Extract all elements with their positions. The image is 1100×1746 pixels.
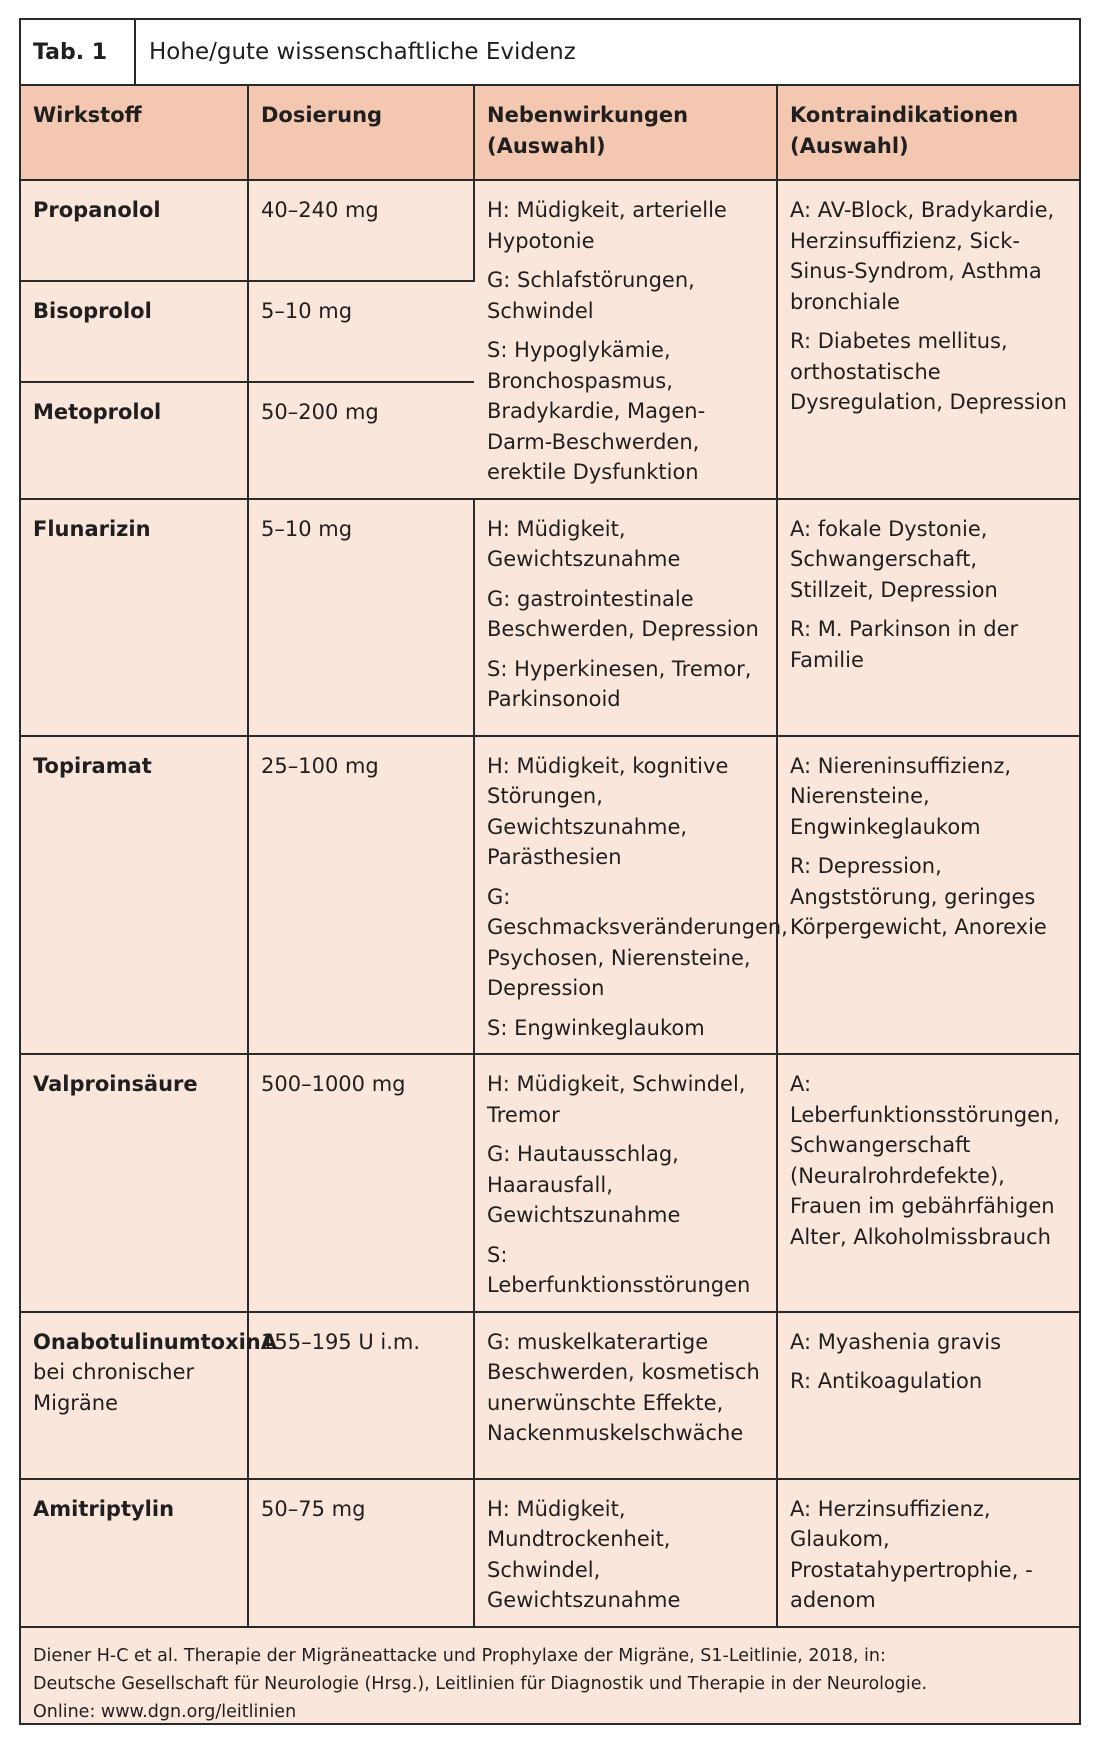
drug-name: Flunarizin [21, 499, 248, 736]
contraindication-entry: R: M. Parkinson in der Familie [790, 617, 1019, 672]
source-footnote [21, 1628, 1079, 1726]
footnote-line: Deutsche Gesellschaft für Neurologie (Hrsg.), Leitlinien für Diagnostik und Therapie in der Neurologie. [33, 1673, 928, 1694]
column-header-kontraindikationen: Kontraindikationen (Auswahl) [777, 86, 1079, 180]
drug-name: Topiramat [21, 736, 248, 1055]
side-effects-cell [474, 180, 777, 499]
drug-name [21, 1312, 278, 1479]
side-effect-entry: G: Schlafstörungen, Schwindel [487, 268, 695, 323]
contraindications-cell [777, 1479, 1079, 1627]
side-effect-entry: G: Hautausschlag, Haarausfall, Gewichtszunahme [487, 1142, 681, 1227]
drug-dose: 50–200 mg [248, 382, 474, 498]
side-effect-entry: H: Müdigkeit, kognitive Störungen, Gewichtszunahme, Parästhesien [487, 753, 729, 869]
side-effect-entry: H: Müdigkeit, Schwindel, Tremor [487, 1072, 746, 1127]
table-row [21, 1054, 1079, 1312]
contraindication-entry: R: Diabetes mellitus, orthostatische Dysregulation, Depression [790, 329, 1067, 414]
column-header-wirkstoff: Wirkstoff [21, 86, 248, 180]
contraindications-cell [777, 736, 1079, 1055]
drug-dose: 155–195 U i.m. [248, 1312, 474, 1479]
drug-name: Valproinsäure [21, 1054, 248, 1312]
drug-name: Bisoprolol [21, 281, 248, 382]
side-effects-cell [474, 499, 777, 736]
contraindication-entry: R: Antikoagulation [790, 1369, 983, 1393]
side-effects-cell [474, 1054, 777, 1312]
drug-dose: 40–240 mg [248, 180, 474, 281]
side-effect-entry: S: Engwinkeglaukom [487, 1015, 705, 1040]
evidence-table-card [19, 18, 1081, 1725]
side-effect-entry: H: Müdigkeit, Mundtrockenheit, Schwindel, Gewichtszunahme [487, 1496, 681, 1612]
table-title: Hohe/gute wissenschaftliche Evidenz [149, 39, 576, 65]
side-effect-entry: S: Hyperkinesen, Tremor, Parkinsonoid [487, 656, 752, 711]
contraindications-cell [777, 499, 1079, 736]
drug-dose: 25–100 mg [248, 736, 474, 1055]
side-effects-cell [474, 1479, 777, 1627]
drug-indication-note: bei chronischer Migräne [33, 1360, 195, 1415]
column-header-nebenwirkungen: Nebenwirkungen (Auswahl) [474, 86, 777, 180]
drug-dose: 500–1000 mg [248, 1054, 474, 1312]
drug-name: Propanolol [21, 180, 248, 281]
column-header-dosierung: Dosierung [248, 86, 474, 180]
drug-name: Metoprolol [21, 382, 248, 498]
side-effects-cell [474, 736, 788, 1055]
drug-dose: 50–75 mg [248, 1479, 474, 1627]
drug-name-text: OnabotulinumtoxinA [33, 1329, 278, 1354]
drug-name: Amitriptylin [21, 1479, 248, 1627]
side-effect-entry: G: gastrointestinale Beschwerden, Depression [487, 586, 759, 641]
medication-table [21, 86, 1079, 1628]
table-row [21, 736, 1079, 1055]
side-effects-cell [474, 1312, 777, 1479]
side-effect-entry: S: Hypoglykämie, Bronchospasmus, Bradykardie, Magen-Darm-Beschwerden, erektile Dysfunktion [487, 338, 706, 484]
contraindications-cell [777, 1312, 1079, 1479]
table-row [21, 1312, 1079, 1479]
contraindication-entry: R: Depression, Angststörung, geringes Körpergewicht, Anorexie [790, 854, 1047, 939]
contraindication-entry: A: Herzinsuffizienz, Glaukom, Prostatahypertrophie, -adenom [790, 1496, 1033, 1612]
table-row [21, 499, 1079, 736]
table-row [21, 1479, 1079, 1627]
side-effect-entry: H: Müdigkeit, arterielle Hypotonie [487, 198, 727, 253]
table-header-row [21, 86, 1079, 180]
contraindication-entry: A: Leberfunktionsstörungen, Schwangerschaft (Neuralrohrdefekte), Frauen im gebährfähigen Alter, Alkoholmissbrauch [790, 1072, 1060, 1249]
contraindication-entry: A: Niereninsuffizienz, Nierensteine, Engwinkeglaukom [790, 753, 1012, 839]
table-row [21, 180, 1079, 281]
contraindications-cell [777, 1054, 1079, 1312]
drug-dose: 5–10 mg [248, 499, 474, 736]
side-effect-entry: S: Leberfunktionsstörungen [487, 1242, 751, 1297]
side-effect-entry: H: Müdigkeit, Gewichtszunahme [487, 516, 681, 571]
footnote-line: Online: www.dgn.org/leitlinien [33, 1701, 297, 1722]
drug-dose: 5–10 mg [248, 281, 474, 382]
side-effect-entry: G: Geschmacksveränderungen, Psychosen, Nierensteine, Depression [487, 884, 788, 1000]
contraindication-entry: A: AV-Block, Bradykardie, Herzinsuffizienz, Sick-Sinus-Syndrom, Asthma bronchiale [790, 198, 1055, 314]
contraindications-cell [777, 180, 1079, 499]
table-number-label: Tab. 1 [21, 20, 136, 84]
contraindication-entry: A: fokale Dystonie, Schwangerschaft, Stillzeit, Depression [790, 516, 998, 602]
table-title-bar [21, 20, 1079, 86]
side-effect-entry: G: muskelkaterartige Beschwerden, kosmetisch unerwünschte Effekte, Nackenmuskelschwäche [487, 1329, 760, 1445]
footnote-line: Diener H-C et al. Therapie der Migräneattacke und Prophylaxe der Migräne, S1-Leitlinie, 2018, in: [33, 1645, 886, 1666]
contraindication-entry: A: Myashenia gravis [790, 1329, 1002, 1354]
